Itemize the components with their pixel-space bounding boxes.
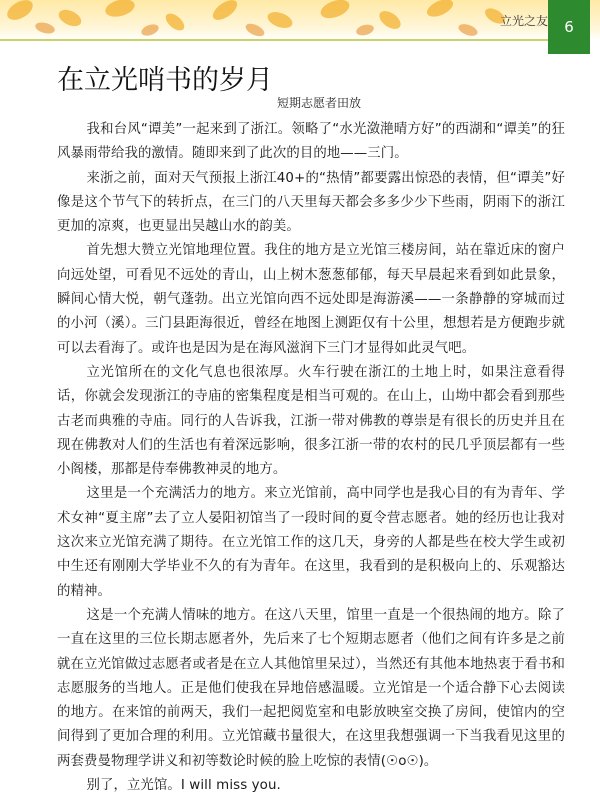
- paragraph: 这里是一个充满活力的地方。来立光馆前，高中同学也是我心目的有为青年、学术女神“夏主席”去了立人晏阳初馆当了一段时间的夏令营志愿者。她的经历也让我对这次来立光馆充满了期待。在立光馆工作的这几天，身旁的人都是些在校大学生或初中生还有刚刚大学毕业不久的有为青年。在这里，我看到的是积极向上的、乐观豁达的精神。: [57, 486, 565, 599]
- article-body: [57, 118, 565, 798]
- paragraph: 别了，立光馆。I will miss you.: [86, 778, 281, 794]
- paragraph: 立光馆所在的文化气息也很浓厚。火车行驶在浙江的土地上时，如果注意看得话，你就会发现浙江的寺庙的密集程度是相当可观的。在山上，山坳中都会看到那些古老而典雅的寺庙。同行的人告诉我，江浙一带对佛教的尊崇是有很长的历史并且在现在佛教对人们的生活也有着深远影响，很多江浙一带的农村的民几乎顶层都有一些小阁楼，那都是侍奉佛教神灵的地方。: [57, 364, 565, 478]
- paragraph: 这是一个充满人情味的地方。在这八天里，馆里一直是一个很热闹的地方。除了一直在这里的三位长期志愿者外，先后来了七个短期志愿者（他们之间有许多是之前就在立光馆做过志愿者或者是在立人其他馆里呆过），当然还有其他本地热衷于看书和志愿服务的当地人。正是他们使我在异地倍感温暖。立光馆是一个适合静下心去阅读的地方。在来馆的前两天，我们一起把阅览室和电影放映室交换了房间，使馆内的空间得到了更加合理的利用。立光馆藏书量很大，在这里我想强调一下当我看见这里的两套费曼物理学讲义和初等数论时候的脸上吃惊的表情(☉o☉)。: [57, 607, 565, 769]
- article-title: 在立光哨书的岁月: [57, 65, 273, 96]
- page-number-badge: 6: [548, 0, 590, 54]
- paragraph: 来浙之前，面对天气预报上浙江40+的“热情”都要露出惊恐的表情，但“谭美”好像是这个节气下的转折点，在三门的八天里每天都会多多少少下些雨，阴雨下的浙江更加的凉爽，也更显出吴越山水的韵美。: [57, 170, 565, 235]
- paragraph: 我和台风“谭美”一起来到了浙江。领略了“水光潋滟晴方好”的西湖和“谭美”的狂风暴雨带给我的激情。随即来到了此次的目的地——三门。: [57, 122, 565, 162]
- article-byline: 短期志愿者田放: [277, 96, 362, 110]
- publication-title: 立光之友: [499, 14, 548, 28]
- paragraph: 首先想大赞立光馆地理位置。我住的地方是立光馆三楼房间，站在靠近床的窗户向远处望，可看见不远处的青山，山上树木葱葱郁郁，每天早晨起来看到如此景象，瞬间心情大悦，朝气蓬勃。出立光馆向西不远处即是海游溪——一条静静的穿城而过的小河（溪）。三门县距海很近，曾经在地图上测距仅有十公里，想想若是方便跑步就可以去看海了。或许也是因为是在海风滋润下三门才显得如此灵气吧。: [57, 243, 565, 356]
- header-divider: [0, 39, 556, 41]
